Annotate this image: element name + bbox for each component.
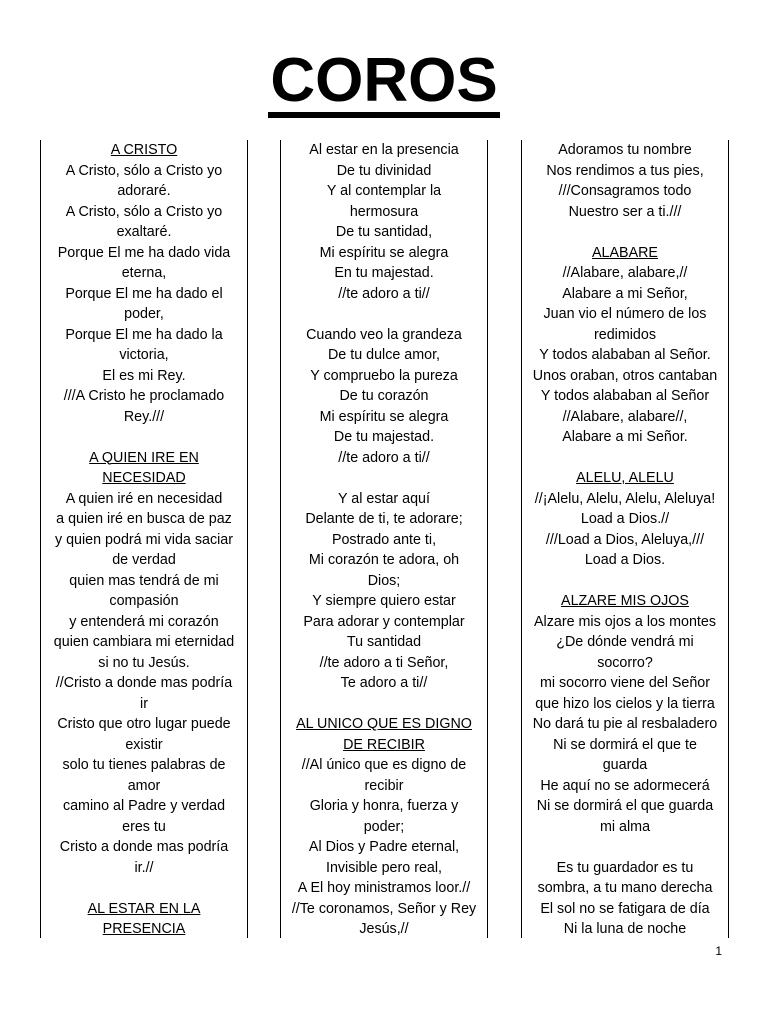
lyric-line: A quien iré en necesidad <box>65 490 223 507</box>
lyric-line: que hizo los cielos y la tierra <box>535 695 715 712</box>
lyric-line: //¡Alelu, Alelu, Alelu, Aleluya! <box>534 490 716 507</box>
lyrics-lines <box>281 140 487 938</box>
lyric-line: Load a Dios. <box>584 552 666 568</box>
lyric-line: socorro? <box>597 654 653 671</box>
lyric-line: Delante de ti, te adorare; <box>305 511 463 527</box>
blank-line <box>522 222 728 243</box>
lyric-line: He aquí no se adormecerá <box>540 777 710 794</box>
lyric-line: quien mas tendrá de mi <box>69 572 219 589</box>
lyric-line: En tu majestad. <box>334 265 434 281</box>
blank-line <box>522 837 728 858</box>
lyric-line: ///Load a Dios, Aleluya,/// <box>545 531 705 548</box>
lyric-line: //Alabare, alabare//, <box>562 408 688 425</box>
lyric-line: Gloria y honra, fuerza y <box>309 798 459 814</box>
lyrics-column-2 <box>280 140 488 938</box>
lyric-line: Mi espíritu se alegra <box>319 408 449 425</box>
lyric-line: camino al Padre y verdad <box>62 798 226 814</box>
lyric-line: A Cristo, sólo a Cristo yo <box>65 203 223 220</box>
lyric-line: existir <box>125 736 163 753</box>
lyric-line: Nuestro ser a ti./// <box>568 203 682 220</box>
lyric-line: Cristo a donde mas podría <box>59 839 229 855</box>
lyric-line: Juan vio el número de los <box>543 306 707 322</box>
lyric-line: Ni se dormirá el que te <box>553 736 697 753</box>
lyric-line: //Cristo a donde mas podría <box>55 675 233 691</box>
lyrics-lines <box>41 140 247 938</box>
lyric-line: De tu corazón <box>339 388 429 404</box>
blank-line <box>41 427 247 448</box>
song-title: AL ESTAR EN LA <box>87 900 201 917</box>
blank-line <box>522 571 728 592</box>
lyric-line: mi socorro viene del Señor <box>539 675 711 691</box>
song-title: PRESENCIA <box>102 921 186 937</box>
lyric-line: Mi corazón te adora, oh <box>308 552 460 568</box>
lyric-line: Y todos alababan al Señor. <box>539 347 711 363</box>
lyric-line: Porque El me ha dado la <box>65 326 223 343</box>
lyric-line: Porque El me ha dado el <box>65 285 223 302</box>
lyric-line: Mi espíritu se alegra <box>319 244 449 261</box>
lyric-line: poder, <box>124 306 164 322</box>
lyric-line: ///Consagramos todo <box>558 183 692 199</box>
lyric-line: Alzare mis ojos a los montes <box>534 613 716 630</box>
lyric-line: de verdad <box>112 552 176 568</box>
lyric-line: De tu divinidad <box>336 162 432 179</box>
lyric-line: //te adoro a ti Señor, <box>319 654 449 671</box>
song-title: DE RECIBIR <box>343 736 425 753</box>
lyric-line: Y al contemplar la <box>326 183 442 199</box>
lyric-line: Al Dios y Padre eternal, <box>308 839 460 855</box>
lyric-line: Y todos alababan al Señor <box>540 388 710 404</box>
blank-line <box>41 878 247 899</box>
song-title: ALELU, ALELU <box>576 470 674 486</box>
lyric-line: adoraré. <box>117 183 171 199</box>
lyric-line: Invisible pero real, <box>325 859 443 876</box>
lyric-line: Nos rendimos a tus pies, <box>546 162 704 179</box>
lyric-line: recibir <box>364 777 404 794</box>
lyric-line: Alabare a mi Señor. <box>562 429 688 445</box>
lyric-line: Postrado ante ti, <box>331 531 437 548</box>
lyric-line: Ni la luna de noche <box>563 921 687 937</box>
lyrics-column-1 <box>40 140 248 938</box>
lyric-line: victoria, <box>119 347 169 363</box>
lyric-line: //Al único que es digno de <box>301 757 467 773</box>
lyric-line: Load a Dios.// <box>580 511 670 527</box>
lyric-line: No dará tu pie al resbaladero <box>532 716 718 732</box>
lyric-line: //Alabare, alabare,// <box>562 265 688 281</box>
lyric-line: Al estar en la presencia <box>309 142 459 158</box>
lyric-line: A El hoy ministramos loor.// <box>297 880 471 896</box>
lyric-line: Jesús,// <box>359 921 409 937</box>
lyric-line: Para adorar y contemplar <box>303 613 465 630</box>
lyric-line: Y compruebo la pureza <box>310 367 458 384</box>
lyric-line: Unos oraban, otros cantaban <box>532 367 718 384</box>
lyrics-column-3 <box>521 140 729 938</box>
lyric-line: Y al estar aquí <box>338 490 430 507</box>
lyric-line: Te adoro a ti// <box>340 675 428 691</box>
lyric-line: hermosura <box>349 203 419 220</box>
lyric-line: De tu majestad. <box>333 429 435 445</box>
blank-line <box>522 448 728 469</box>
song-title: ALZARE MIS OJOS <box>561 593 689 609</box>
lyric-line: Tu santidad <box>346 634 422 650</box>
lyric-line: //te adoro a ti// <box>338 449 430 466</box>
lyric-line: El es mi Rey. <box>102 367 186 384</box>
lyric-line: Porque El me ha dado vida <box>57 244 231 261</box>
song-title: NECESIDAD <box>102 470 186 486</box>
lyric-line: A Cristo, sólo a Cristo yo <box>65 162 223 179</box>
song-title: A CRISTO <box>110 142 178 158</box>
lyric-line: a quien iré en busca de paz <box>56 511 232 527</box>
lyric-line: Es tu guardador es tu <box>556 859 694 876</box>
lyric-line: Y siempre quiero estar <box>312 593 456 609</box>
lyric-line: Rey./// <box>123 408 165 425</box>
blank-line <box>281 694 487 715</box>
lyric-line: ///A Cristo he proclamado <box>63 388 225 404</box>
lyric-line: El sol no se fatigara de día <box>540 900 710 917</box>
document-title-block <box>0 46 768 118</box>
lyric-line: Dios; <box>367 572 401 589</box>
page-number: 1 <box>715 944 722 958</box>
lyric-line: //Te coronamos, Señor y Rey <box>291 900 477 917</box>
lyric-line: guarda <box>602 757 648 773</box>
lyric-line: Cuando veo la grandeza <box>306 326 462 343</box>
blank-line <box>281 468 487 489</box>
song-title: AL UNICO QUE ES DIGNO <box>296 716 472 732</box>
song-title: A QUIEN IRE EN <box>89 449 199 466</box>
lyric-line: y entenderá mi corazón <box>69 613 219 630</box>
lyric-line: y quien podrá mi vida saciar <box>54 531 233 548</box>
lyric-line: Cristo que otro lugar puede <box>57 716 231 732</box>
lyrics-lines <box>522 140 728 938</box>
lyric-line: ¿De dónde vendrá mi <box>556 634 694 650</box>
song-title: ALABARE <box>592 244 658 261</box>
lyric-line: De tu santidad, <box>335 224 433 240</box>
lyric-line: Adoramos tu nombre <box>558 142 692 158</box>
lyric-line: ir <box>140 695 148 712</box>
lyric-line: Alabare a mi Señor, <box>562 285 688 302</box>
lyric-line: eres tu <box>122 818 166 835</box>
lyric-line: redimidos <box>594 326 656 343</box>
lyric-line: poder; <box>363 818 405 835</box>
lyric-line: sombra, a tu mano derecha <box>537 880 713 896</box>
lyric-line: amor <box>127 777 161 794</box>
lyric-line: si no tu Jesús. <box>98 654 190 671</box>
lyric-line: mi alma <box>599 818 651 835</box>
lyric-line: compasión <box>109 593 179 609</box>
lyric-line: solo tu tienes palabras de <box>62 757 226 773</box>
lyric-line: //te adoro a ti// <box>338 285 430 302</box>
lyric-line: Ni se dormirá el que guarda <box>536 798 714 814</box>
lyric-line: quien cambiara mi eternidad <box>53 634 235 650</box>
document-title: COROS <box>268 50 499 118</box>
lyric-line: eterna, <box>121 265 167 281</box>
blank-line <box>281 304 487 325</box>
lyric-line: exaltaré. <box>116 224 172 240</box>
lyric-line: De tu dulce amor, <box>327 347 441 363</box>
lyric-line: ir.// <box>134 859 154 876</box>
